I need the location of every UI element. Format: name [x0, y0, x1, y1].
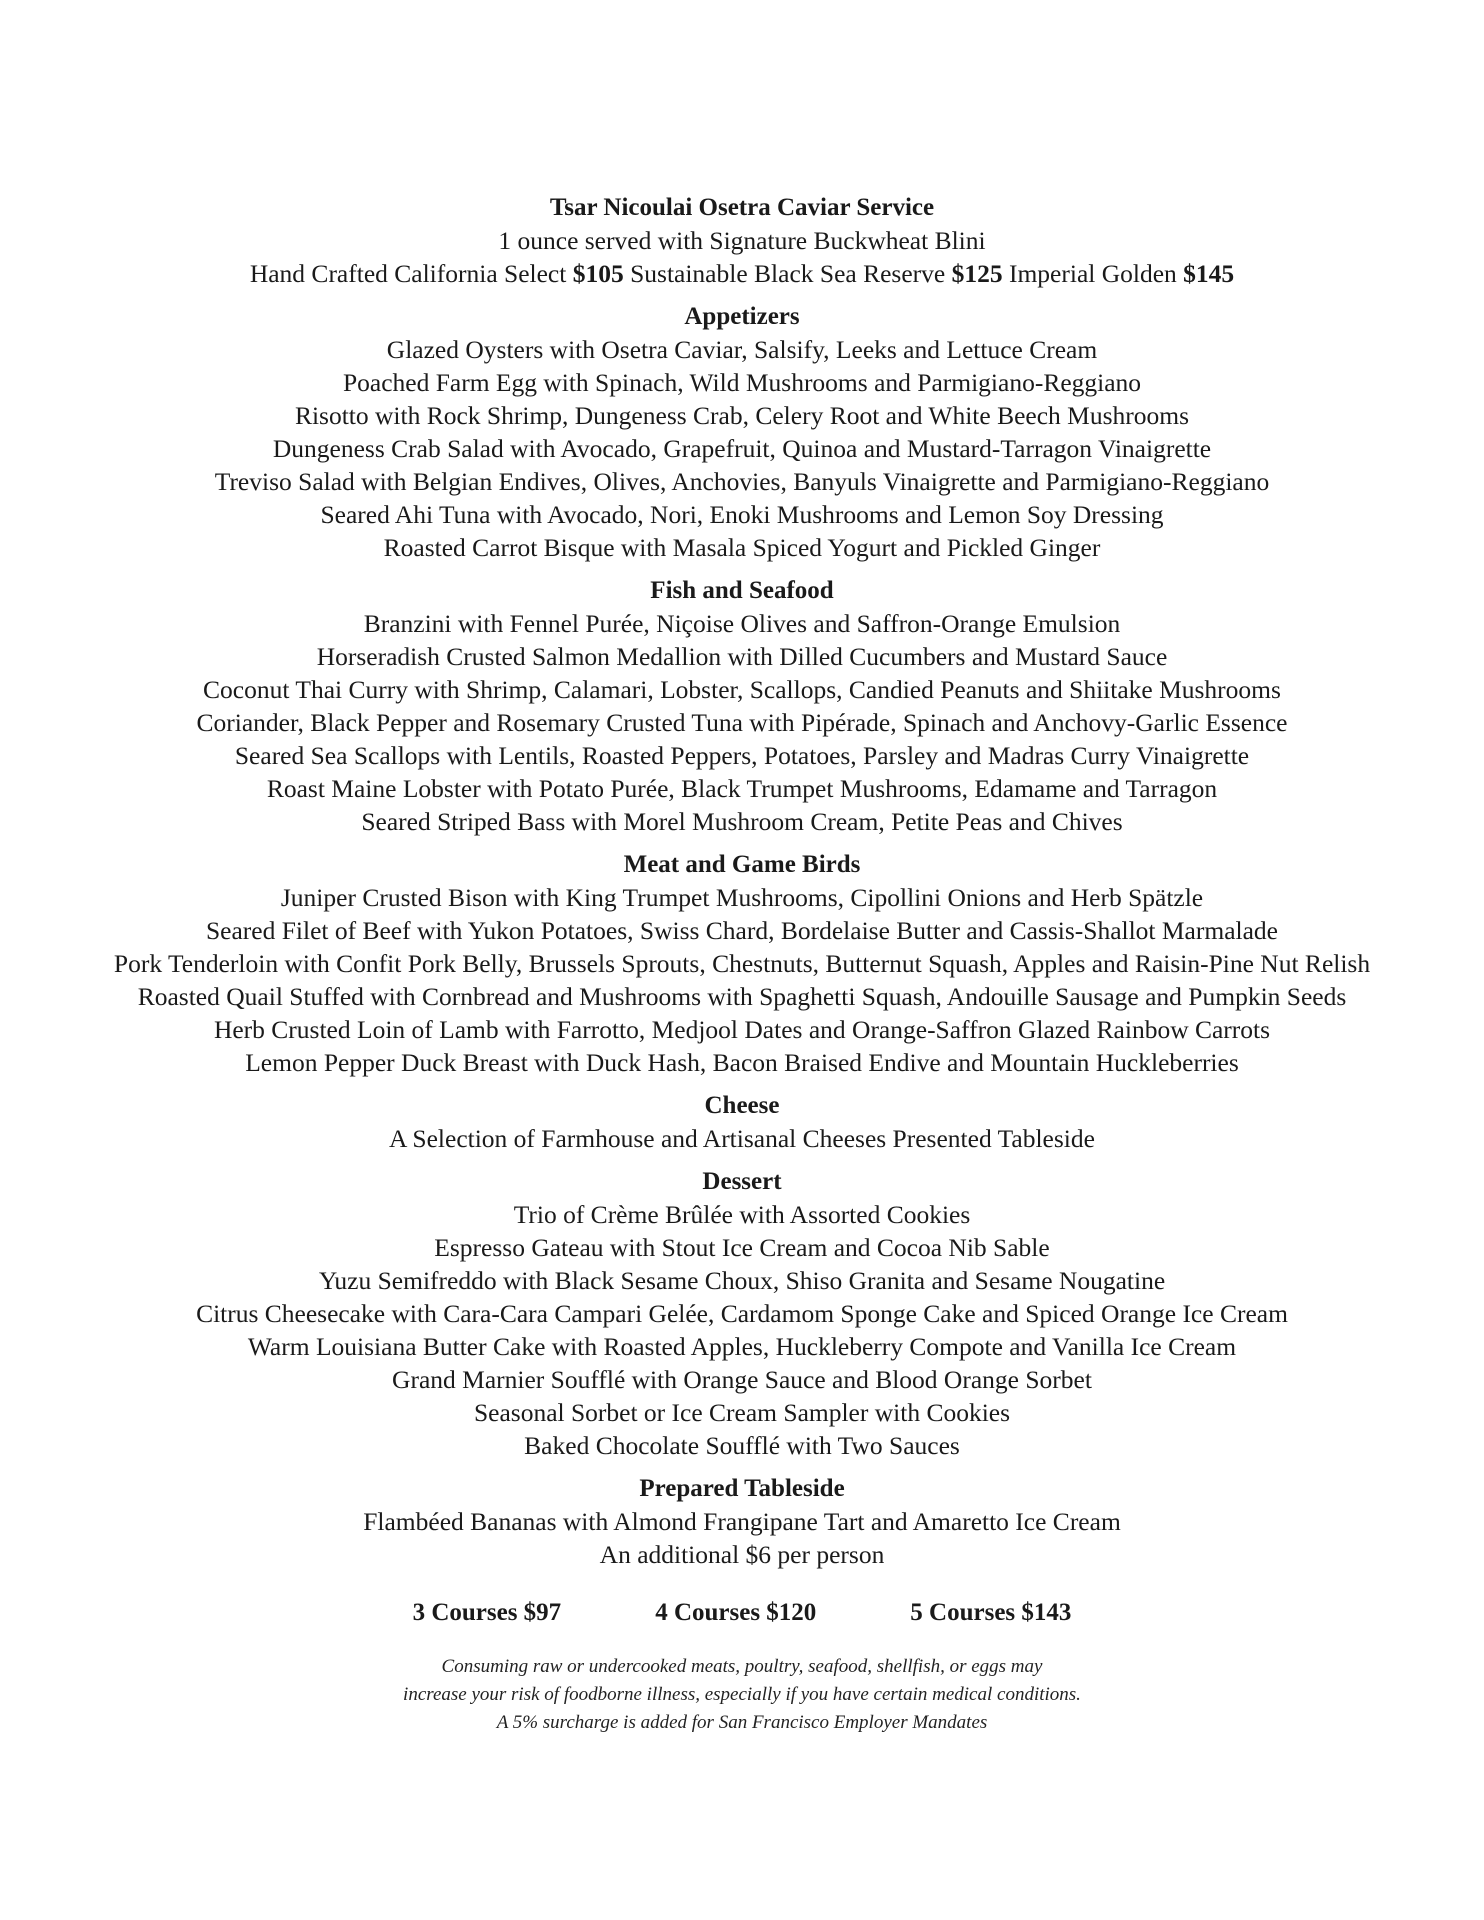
course-price-5: 5 Courses $143	[910, 1599, 1072, 1626]
menu-item: Treviso Salad with Belgian Endives, Olives, Anchovies, Banyuls Vinaigrette and Parmigiano-Reggiano	[214, 467, 1270, 496]
menu-item: Lemon Pepper Duck Breast with Duck Hash, Bacon Braised Endive and Mountain Huckleberries	[245, 1048, 1239, 1077]
menu-item: Poached Farm Egg with Spinach, Wild Mushrooms and Parmigiano-Reggiano	[342, 368, 1142, 397]
menu-item: Glazed Oysters with Osetra Caviar, Salsify, Leeks and Lettuce Cream	[386, 335, 1098, 364]
section-cheese	[0, 1090, 1484, 1155]
course-price-3: 3 Courses $97	[412, 1599, 562, 1626]
section-title: Fish and Seafood	[650, 577, 834, 604]
menu-item: Roasted Carrot Bisque with Masala Spiced Yogurt and Pickled Ginger	[383, 533, 1101, 562]
menu-item: Juniper Crusted Bison with King Trumpet Mushrooms, Cipollini Onions and Herb Spätzle	[280, 883, 1204, 912]
menu-item: Horseradish Crusted Salmon Medallion with Dilled Cucumbers and Mustard Sauce	[316, 642, 1168, 671]
caviar-option-name: Sustainable Black Sea Reserve	[630, 259, 946, 288]
menu-item: Grand Marnier Soufflé with Orange Sauce and Blood Orange Sorbet	[392, 1365, 1092, 1394]
menu-item: A Selection of Farmhouse and Artisanal Cheeses Presented Tableside	[389, 1124, 1095, 1153]
section-title: Meat and Game Birds	[623, 851, 861, 878]
section-prepared-tableside	[0, 1473, 1484, 1571]
caviar-section	[0, 192, 1484, 290]
menu-item: Yuzu Semifreddo with Black Sesame Choux, Shiso Granita and Sesame Nougatine	[318, 1266, 1166, 1295]
menu-page	[0, 192, 1484, 1737]
menu-item: Seasonal Sorbet or Ice Cream Sampler with Cookies	[473, 1398, 1011, 1427]
menu-item: Dungeness Crab Salad with Avocado, Grapefruit, Quinoa and Mustard-Tarragon Vinaigrette	[272, 434, 1212, 463]
section-title: Cheese	[704, 1092, 780, 1119]
menu-item: Citrus Cheesecake with Cara-Cara Campari Gelée, Cardamom Sponge Cake and Spiced Orange Ice Cream	[196, 1299, 1288, 1328]
menu-item: An additional $6 per person	[599, 1540, 885, 1569]
caviar-title: Tsar Nicoulai Osetra Caviar Service	[549, 194, 935, 221]
section-dessert	[0, 1166, 1484, 1462]
menu-item: Trio of Crème Brûlée with Assorted Cookies	[513, 1200, 971, 1229]
menu-item: Coconut Thai Curry with Shrimp, Calamari, Lobster, Scallops, Candied Peanuts and Shiitake Mushrooms	[203, 675, 1281, 704]
caviar-prices	[0, 257, 1484, 290]
caviar-option-price: $125	[951, 259, 1003, 288]
menu-item: Warm Louisiana Butter Cake with Roasted Apples, Huckleberry Compote and Vanilla Ice Cream	[247, 1332, 1237, 1361]
section-meat-and-game-birds	[0, 849, 1484, 1079]
menu-item: Coriander, Black Pepper and Rosemary Crusted Tuna with Pipérade, Spinach and Anchovy-Garlic Essence	[196, 708, 1288, 737]
caviar-option-name: Imperial Golden	[1008, 259, 1177, 288]
menu-item: Flambéed Bananas with Almond Frangipane Tart and Amaretto Ice Cream	[363, 1507, 1121, 1536]
menu-item: Branzini with Fennel Purée, Niçoise Olives and Saffron-Orange Emulsion	[363, 609, 1121, 638]
menu-item: Risotto with Rock Shrimp, Dungeness Crab, Celery Root and White Beech Mushrooms	[294, 401, 1190, 430]
caviar-option-name: Hand Crafted California Select	[249, 259, 567, 288]
menu-item: Seared Striped Bass with Morel Mushroom Cream, Petite Peas and Chives	[361, 807, 1123, 836]
menu-item: Seared Sea Scallops with Lentils, Roasted Peppers, Potatoes, Parsley and Madras Curry Vinaigrette	[234, 741, 1250, 770]
disclaimer-line: A 5% surcharge is added for San Francisco Employer Mandates	[496, 1712, 988, 1733]
course-prices	[0, 1597, 1484, 1629]
caviar-subtitle: 1 ounce served with Signature Buckwheat Blini	[498, 226, 986, 255]
health-disclaimer	[0, 1653, 1484, 1737]
section-fish-and-seafood	[0, 575, 1484, 838]
menu-item: Seared Ahi Tuna with Avocado, Nori, Enoki Mushrooms and Lemon Soy Dressing	[320, 500, 1164, 529]
course-price-4: 4 Courses $120	[655, 1599, 817, 1626]
caviar-option-price: $105	[572, 259, 624, 288]
menu-item: Roast Maine Lobster with Potato Purée, Black Trumpet Mushrooms, Edamame and Tarragon	[266, 774, 1218, 803]
disclaimer-line: increase your risk of foodborne illness, especially if you have certain medical conditions.	[403, 1684, 1081, 1705]
section-title: Appetizers	[684, 303, 800, 330]
menu-item: Roasted Quail Stuffed with Cornbread and Mushrooms with Spaghetti Squash, Andouille Sausage and Pumpkin Seeds	[137, 982, 1347, 1011]
menu-item: Pork Tenderloin with Confit Pork Belly, Brussels Sprouts, Chestnuts, Butternut Squash, Apples and Raisin-Pine Nut Relish	[113, 949, 1371, 978]
menu-item: Herb Crusted Loin of Lamb with Farrotto, Medjool Dates and Orange-Saffron Glazed Rainbow Carrots	[213, 1015, 1271, 1044]
menu-sections	[0, 301, 1484, 1571]
menu-item: Baked Chocolate Soufflé with Two Sauces	[524, 1431, 960, 1460]
menu-item: Seared Filet of Beef with Yukon Potatoes, Swiss Chard, Bordelaise Butter and Cassis-Shallot Marmalade	[205, 916, 1278, 945]
section-title: Prepared Tableside	[639, 1475, 845, 1502]
section-appetizers	[0, 301, 1484, 564]
caviar-option-price: $145	[1183, 259, 1235, 288]
section-title: Dessert	[702, 1168, 782, 1195]
disclaimer-line: Consuming raw or undercooked meats, poultry, seafood, shellfish, or eggs may	[441, 1656, 1043, 1677]
menu-item: Espresso Gateau with Stout Ice Cream and Cocoa Nib Sable	[434, 1233, 1050, 1262]
